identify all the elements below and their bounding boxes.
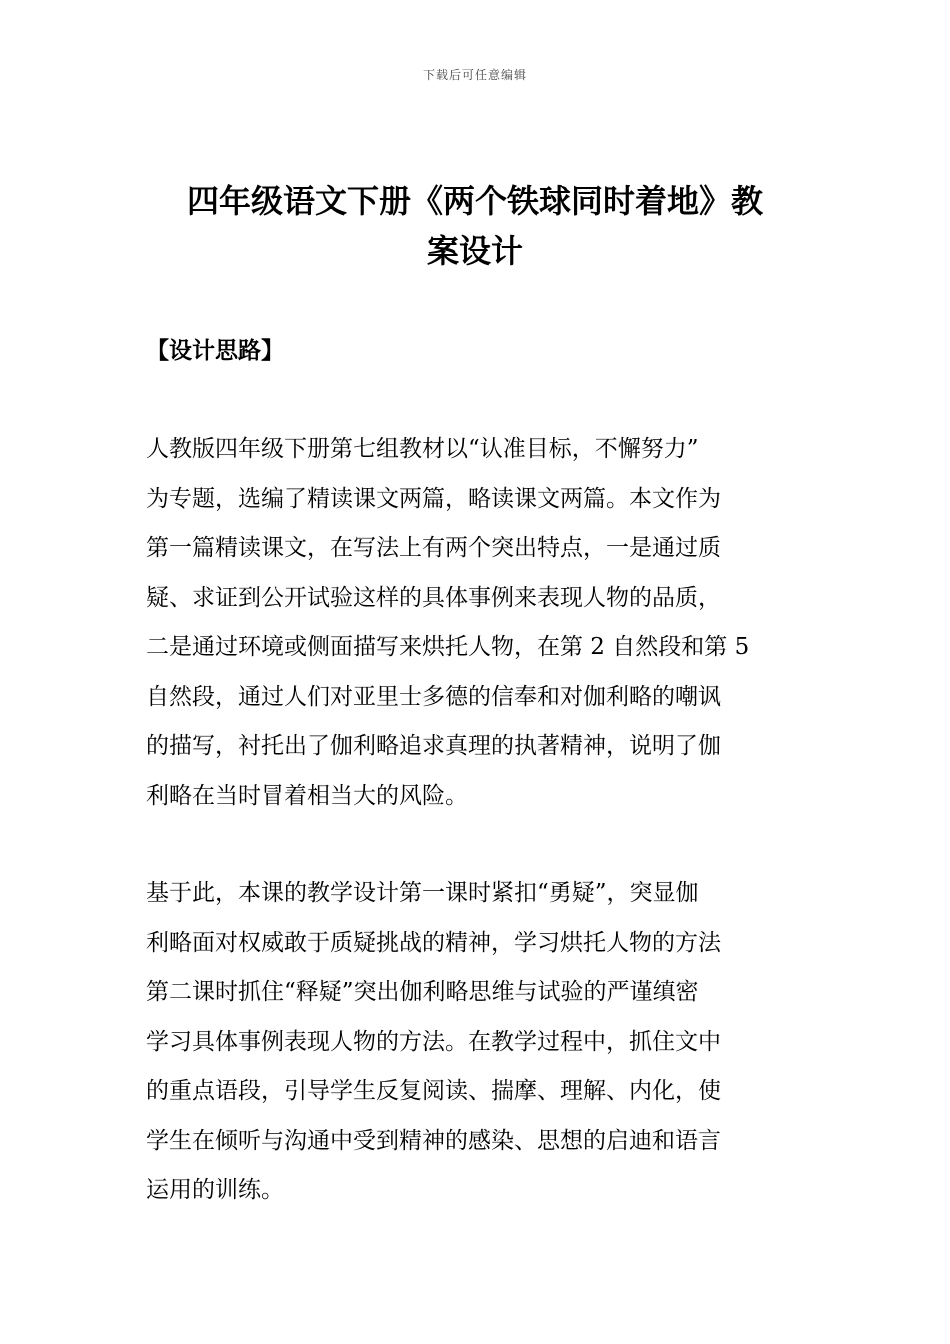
header-note: 下载后可任意编辑 xyxy=(422,68,527,82)
paragraph-line: 第二课时抓住“释疑”突出伽利略思维与试验的严谨缜密 xyxy=(146,979,699,1005)
paragraph-line: 利略面对权威敢于质疑挑战的精神，学习烘托人物的方法 xyxy=(146,929,721,956)
title-line-1: 四年级语文下册《两个铁球同时着地》教 xyxy=(186,182,763,220)
paragraph-1 xyxy=(146,425,806,821)
paragraph-2 xyxy=(146,869,806,1216)
paragraph-line: 利略在当时冒着相当大的风险。 xyxy=(146,782,468,809)
section-heading: 【设计思路】 xyxy=(146,337,284,364)
document-title xyxy=(140,176,810,276)
paragraph-line: 二是通过环境或侧面描写来烘托人物，在第 2 自然段和第 5 xyxy=(146,634,750,660)
paragraph-line: 基于此，本课的教学设计第一课时紧扣“勇疑”，突显伽 xyxy=(146,880,699,906)
paragraph-line: 自然段，通过人们对亚里士多德的信奉和对伽利略的嘲讽 xyxy=(146,683,721,710)
paragraph-line: 的重点语段，引导学生反复阅读、揣摩、理解、内化，使 xyxy=(146,1078,721,1104)
paragraph-line: 运用的训练。 xyxy=(146,1177,284,1203)
paragraph-line: 疑、求证到公开试验这样的具体事例来表现人物的品质， xyxy=(146,584,721,611)
paragraph-line: 学习具体事例表现人物的方法。在教学过程中，抓住文中 xyxy=(146,1028,721,1055)
paragraph-line: 学生在倾听与沟通中受到精神的感染、思想的启迪和语言 xyxy=(146,1127,721,1154)
paragraph-line: 第一篇精读课文，在写法上有两个突出特点，一是通过质 xyxy=(146,535,721,561)
paragraph-line: 的描写，衬托出了伽利略追求真理的执著精神，说明了伽 xyxy=(146,733,721,759)
paragraph-line: 人教版四年级下册第七组教材以“认准目标，不懈努力” xyxy=(146,436,699,462)
title-line-2: 案设计 xyxy=(426,232,523,270)
paragraph-line: 为专题，选编了精读课文两篇，略读课文两篇。本文作为 xyxy=(146,485,721,512)
